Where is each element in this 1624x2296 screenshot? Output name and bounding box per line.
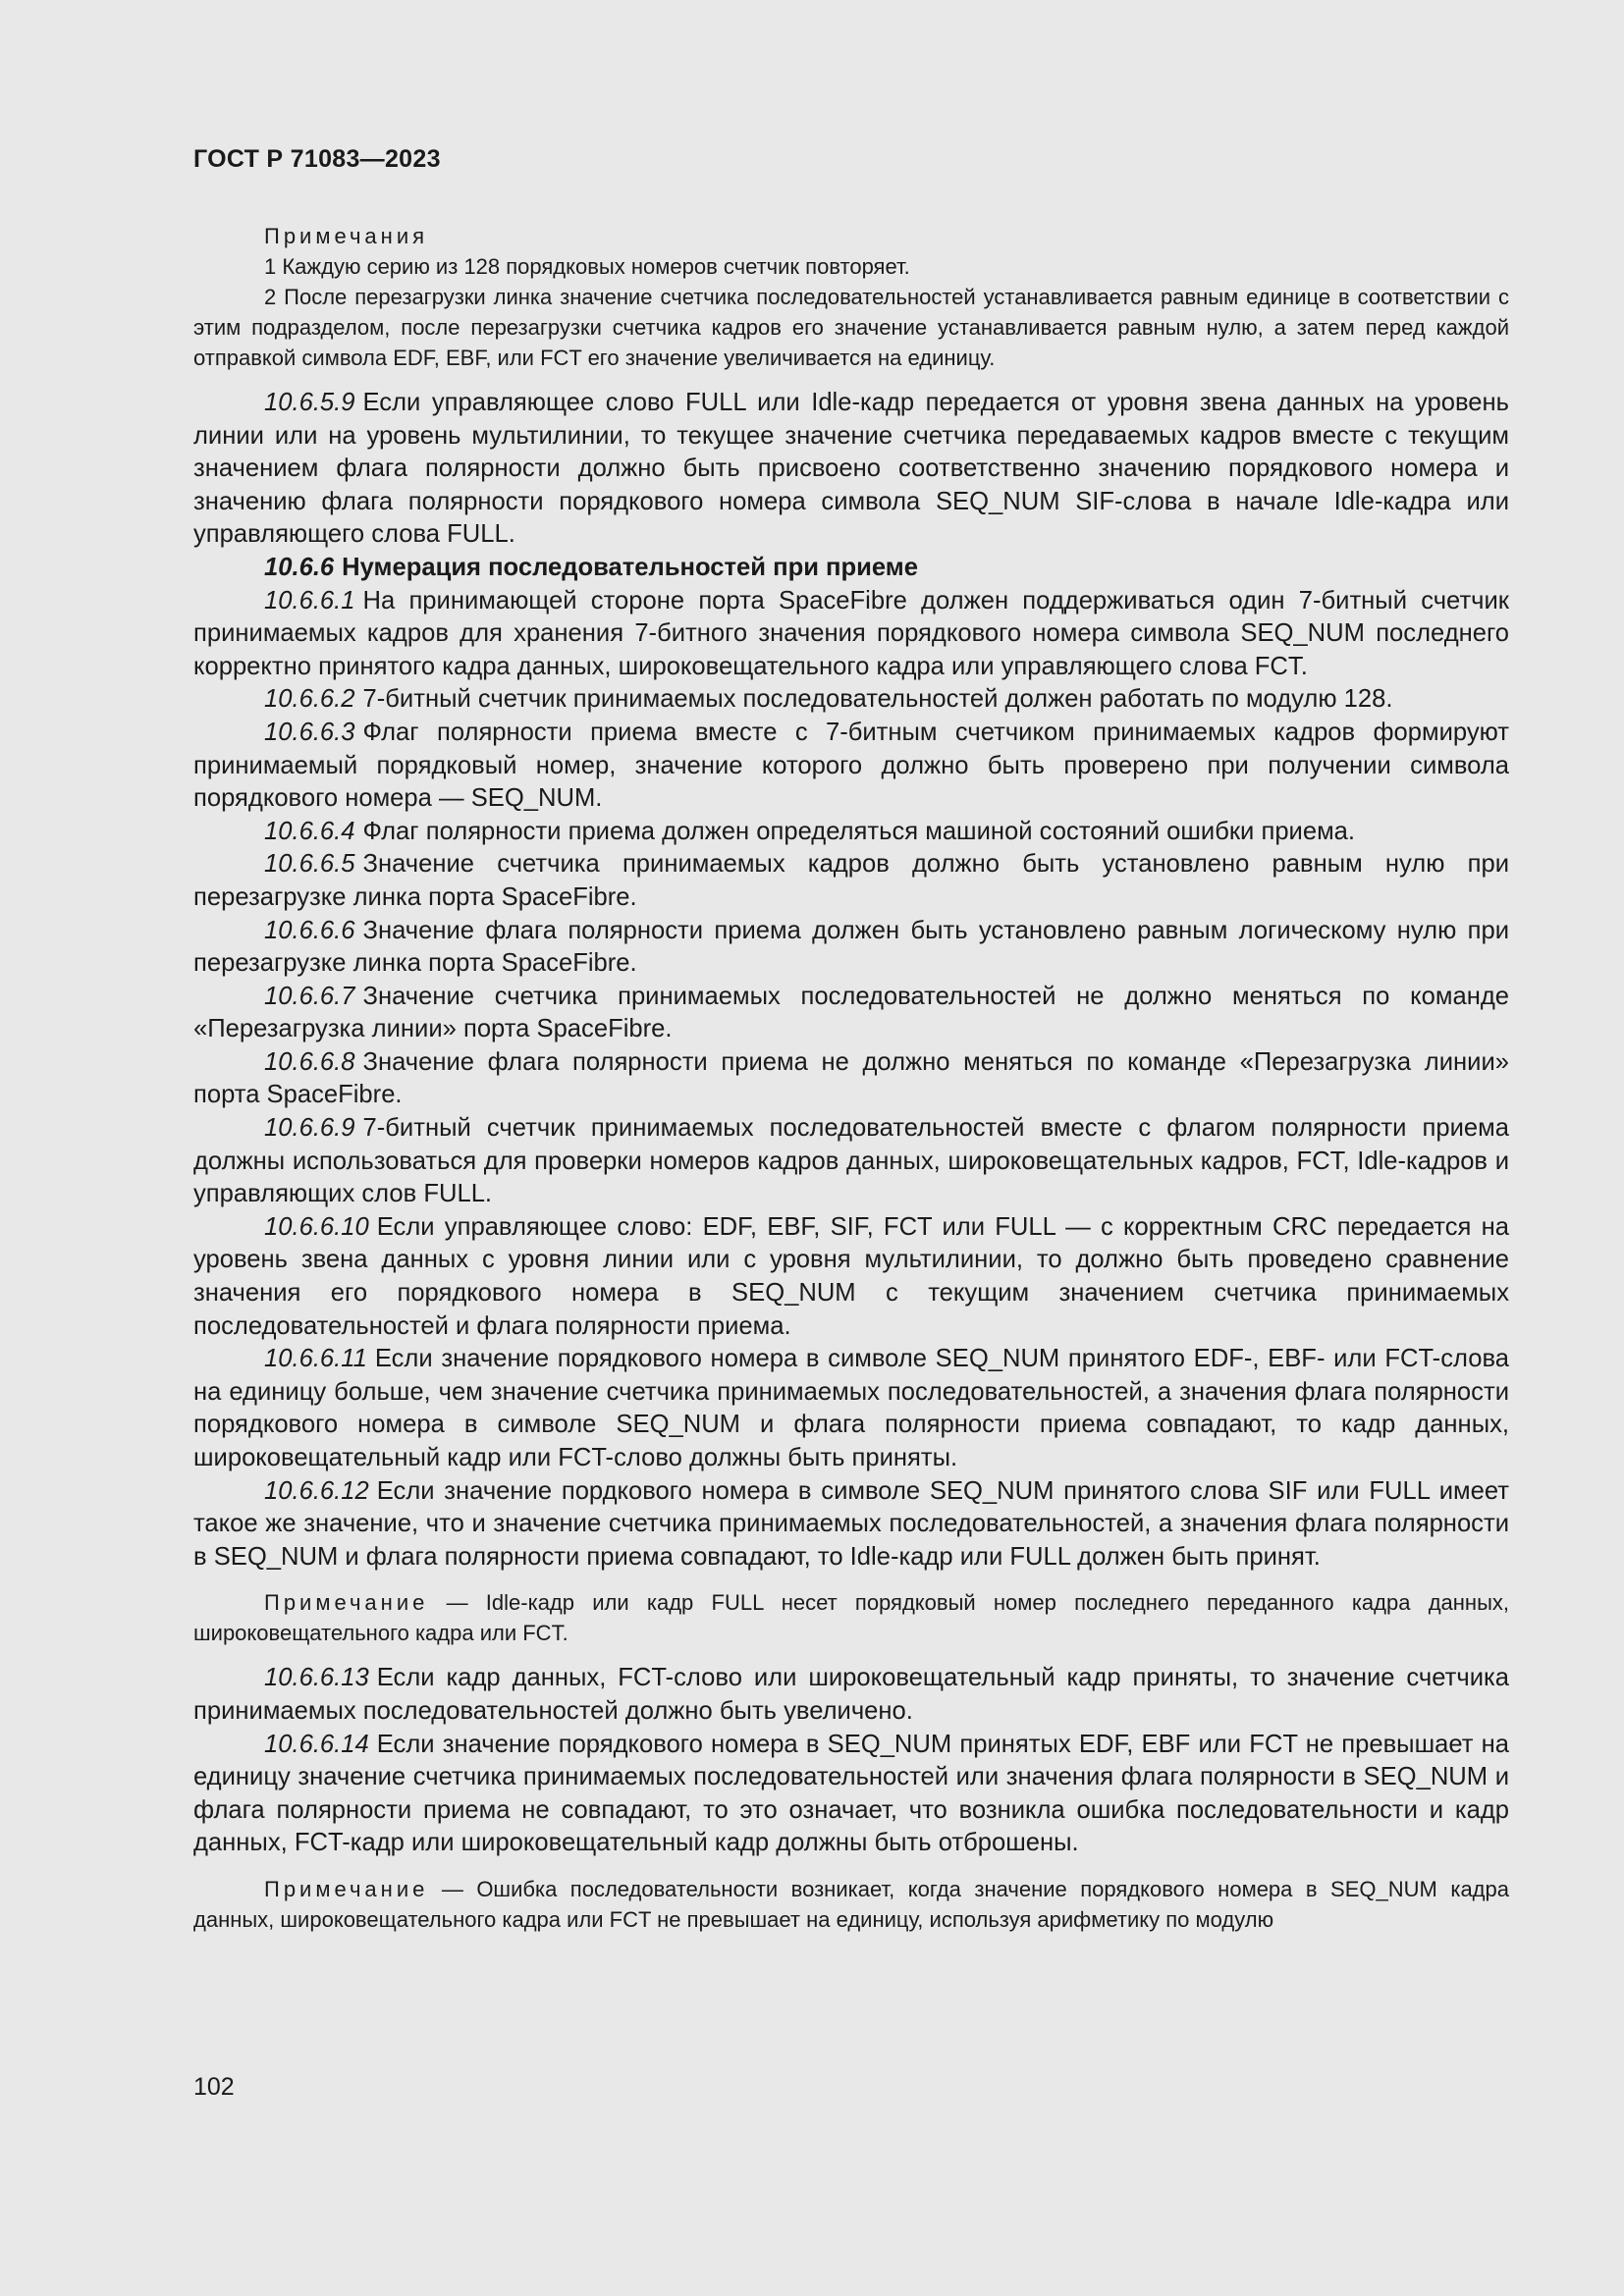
clause-text: Если управляющее слово: EDF, EBF, SIF, FCT или FULL — с корректным CRC передается на уровень звена данных с уровня линии или с уровня мультилинии, то должно быть проведено сравнение значения его порядкового номера в SEQ_NUM с текущим значением счетчика принимаемых последовательностей и флага полярности приема. xyxy=(193,1212,1509,1340)
clause-text: Если кадр данных, FCT-слово или широковещательный кадр приняты, то значение счетчика принимаемых последовательностей должно быть увеличено. xyxy=(193,1664,1509,1725)
document-code: ГОСТ Р 71083—2023 xyxy=(193,145,441,173)
clause-number: 10.6.5.9 xyxy=(264,389,355,416)
clause-number: 10.6.6.6 xyxy=(264,916,355,944)
clause-text: Если значение порядкового номера в SEQ_NUM принятых EDF, EBF или FCT не превышает на единицу значение счетчика принимаемых последовательностей или значения флага полярности в SEQ_NUM и флага полярности приема не совпадают, то это означает, что возникла ошибка последовательности и кадр данных, FCT-кадр или широковещательный кадр должны быть отброшены. xyxy=(193,1730,1509,1857)
clause-text: Значение флага полярности приема должен быть установлено равным логическому нулю при перезагрузке линка порта SpaceFibre. xyxy=(193,916,1509,978)
clause-text: Если значение порядкового номера в символе SEQ_NUM принятого EDF-, EBF- или FCT-слова на единицу больше, чем значение счетчика принимаемых последовательностей, а значения флага полярности порядкового номера в символе SEQ_NUM и флага полярности приема совпадают, то кадр данных, широковещательный кадр или FCT-слово должны быть приняты. xyxy=(193,1345,1509,1471)
clause-text: На принимающей стороне порта SpaceFibre должен поддерживаться один 7-битный счетчик принимаемых кадров для хранения 7-битного значения порядкового номера символа SEQ_NUM последнего корректно принятого кадра данных, широковещательного кадра или управляющего слова FCT. xyxy=(193,586,1509,680)
clause-number: 10.6.6.3 xyxy=(264,718,355,746)
note-item: 1 Каждую серию из 128 порядковых номеров счетчик повторяет. xyxy=(264,254,910,279)
clause-text: Флаг полярности приема должен определяться машиной состояний ошибки приема. xyxy=(362,817,1356,845)
note-label: Примечание xyxy=(264,1876,429,1901)
paragraph xyxy=(193,816,1509,849)
section-number: 10.6.6 xyxy=(264,553,335,581)
clause-text: Флаг полярности приема вместе с 7-битным счетчиком принимаемых кадров формируют принимаемый порядковый номер, значение которого должно быть проверено при получении символа порядкового номера — SEQ_NUM. xyxy=(193,718,1509,813)
section-title: Нумерация последовательностей при приеме xyxy=(342,553,918,581)
note-item: 2 После перезагрузки линка значение счетчика последовательностей устанавливается равным единице в соответствии с этим подразделом, после перезагрузки счетчика кадров его значение устанавливается равным нулю, а затем перед каждой отправкой символа EDF, EBF, или FCT его значение увеличивается на единицу. xyxy=(193,285,1509,370)
notes-heading: Примечания xyxy=(264,224,429,248)
clause-number: 10.6.6.1 xyxy=(264,586,355,614)
clause-text: 7-битный счетчик принимаемых последовательностей вместе с флагом полярности приема должны использоваться для проверки номеров кадров данных, широковещательных кадров, FCT, Idle-кадров и управляющих слов FULL. xyxy=(193,1114,1509,1208)
paragraph xyxy=(193,915,1509,981)
paragraph xyxy=(193,1211,1509,1343)
paragraph xyxy=(193,683,1509,717)
paragraph xyxy=(193,1046,1509,1112)
clause-number: 10.6.6.7 xyxy=(264,982,355,1010)
clause-number: 10.6.6.4 xyxy=(264,817,355,845)
note-text: — Idle-кадр или кадр FULL несет порядковый номер последнего переданного кадра данных, широковещательного кадра или FCT. xyxy=(193,1590,1509,1646)
paragraph xyxy=(193,848,1509,914)
clause-number: 10.6.6.13 xyxy=(264,1664,369,1692)
notes-block xyxy=(193,221,1509,373)
section-heading xyxy=(193,552,1509,585)
clause-number: 10.6.6.2 xyxy=(264,685,355,714)
clause-text: Если управляющее слово FULL или Idle-кадр передается от уровня звена данных на уровень линии или на уровень мультилинии, то текущее значение счетчика передаваемых кадров вместе с текущим значением флага полярности должно быть присвоено соответственно значению порядкового номера и значению флага полярности порядкового номера символа SEQ_NUM SIF-слова в начале Idle-кадра или управляющего слова FULL. xyxy=(193,389,1509,549)
paragraph xyxy=(193,387,1509,552)
clause-text: Если значение пордкового номера в символе SEQ_NUM принятого слова SIF или FULL имеет такое же значение, что и значение счетчика принимаемых последовательностей, а значения флага полярности в SEQ_NUM и флага полярности приема совпадают, то Idle-кадр или FULL должен быть принят. xyxy=(193,1476,1509,1571)
note xyxy=(193,1874,1509,1935)
paragraph xyxy=(193,1729,1509,1860)
note-text: — Ошибка последовательности возникает, когда значение порядкового номера в SEQ_NUM кадра данных, широковещательного кадра или FCT не превышает на единицу, используя арифметику по модулю xyxy=(193,1876,1509,1932)
clause-number: 10.6.6.8 xyxy=(264,1047,355,1076)
clause-number: 10.6.6.10 xyxy=(264,1212,369,1241)
paragraph xyxy=(193,1112,1509,1211)
clause-number: 10.6.6.12 xyxy=(264,1476,369,1505)
clause-text: 7-битный счетчик принимаемых последовательностей должен работать по модулю 128. xyxy=(362,685,1393,714)
clause-number: 10.6.6.14 xyxy=(264,1730,369,1758)
note-label: Примечание xyxy=(264,1590,429,1616)
paragraph xyxy=(193,585,1509,684)
clause-number: 10.6.6.9 xyxy=(264,1114,355,1143)
clause-text: Значение счетчика принимаемых последовательностей не должно меняться по команде «Перезагрузка линии» порта SpaceFibre. xyxy=(193,982,1509,1043)
paragraph xyxy=(193,1343,1509,1474)
clause-text: Значение счетчика принимаемых кадров должно быть установлено равным нулю при перезагрузке линка порта SpaceFibre. xyxy=(193,850,1509,911)
note xyxy=(193,1587,1509,1648)
document-body xyxy=(193,387,1509,1935)
clause-number: 10.6.6.11 xyxy=(264,1345,367,1373)
clause-text: Значение флага полярности приема не должно меняться по команде «Перезагрузка линии» порта SpaceFibre. xyxy=(193,1047,1509,1109)
paragraph xyxy=(193,1662,1509,1728)
paragraph xyxy=(193,981,1509,1046)
paragraph xyxy=(193,1475,1509,1575)
clause-number: 10.6.6.5 xyxy=(264,850,355,879)
page-number: 102 xyxy=(193,2073,235,2101)
paragraph xyxy=(193,717,1509,816)
